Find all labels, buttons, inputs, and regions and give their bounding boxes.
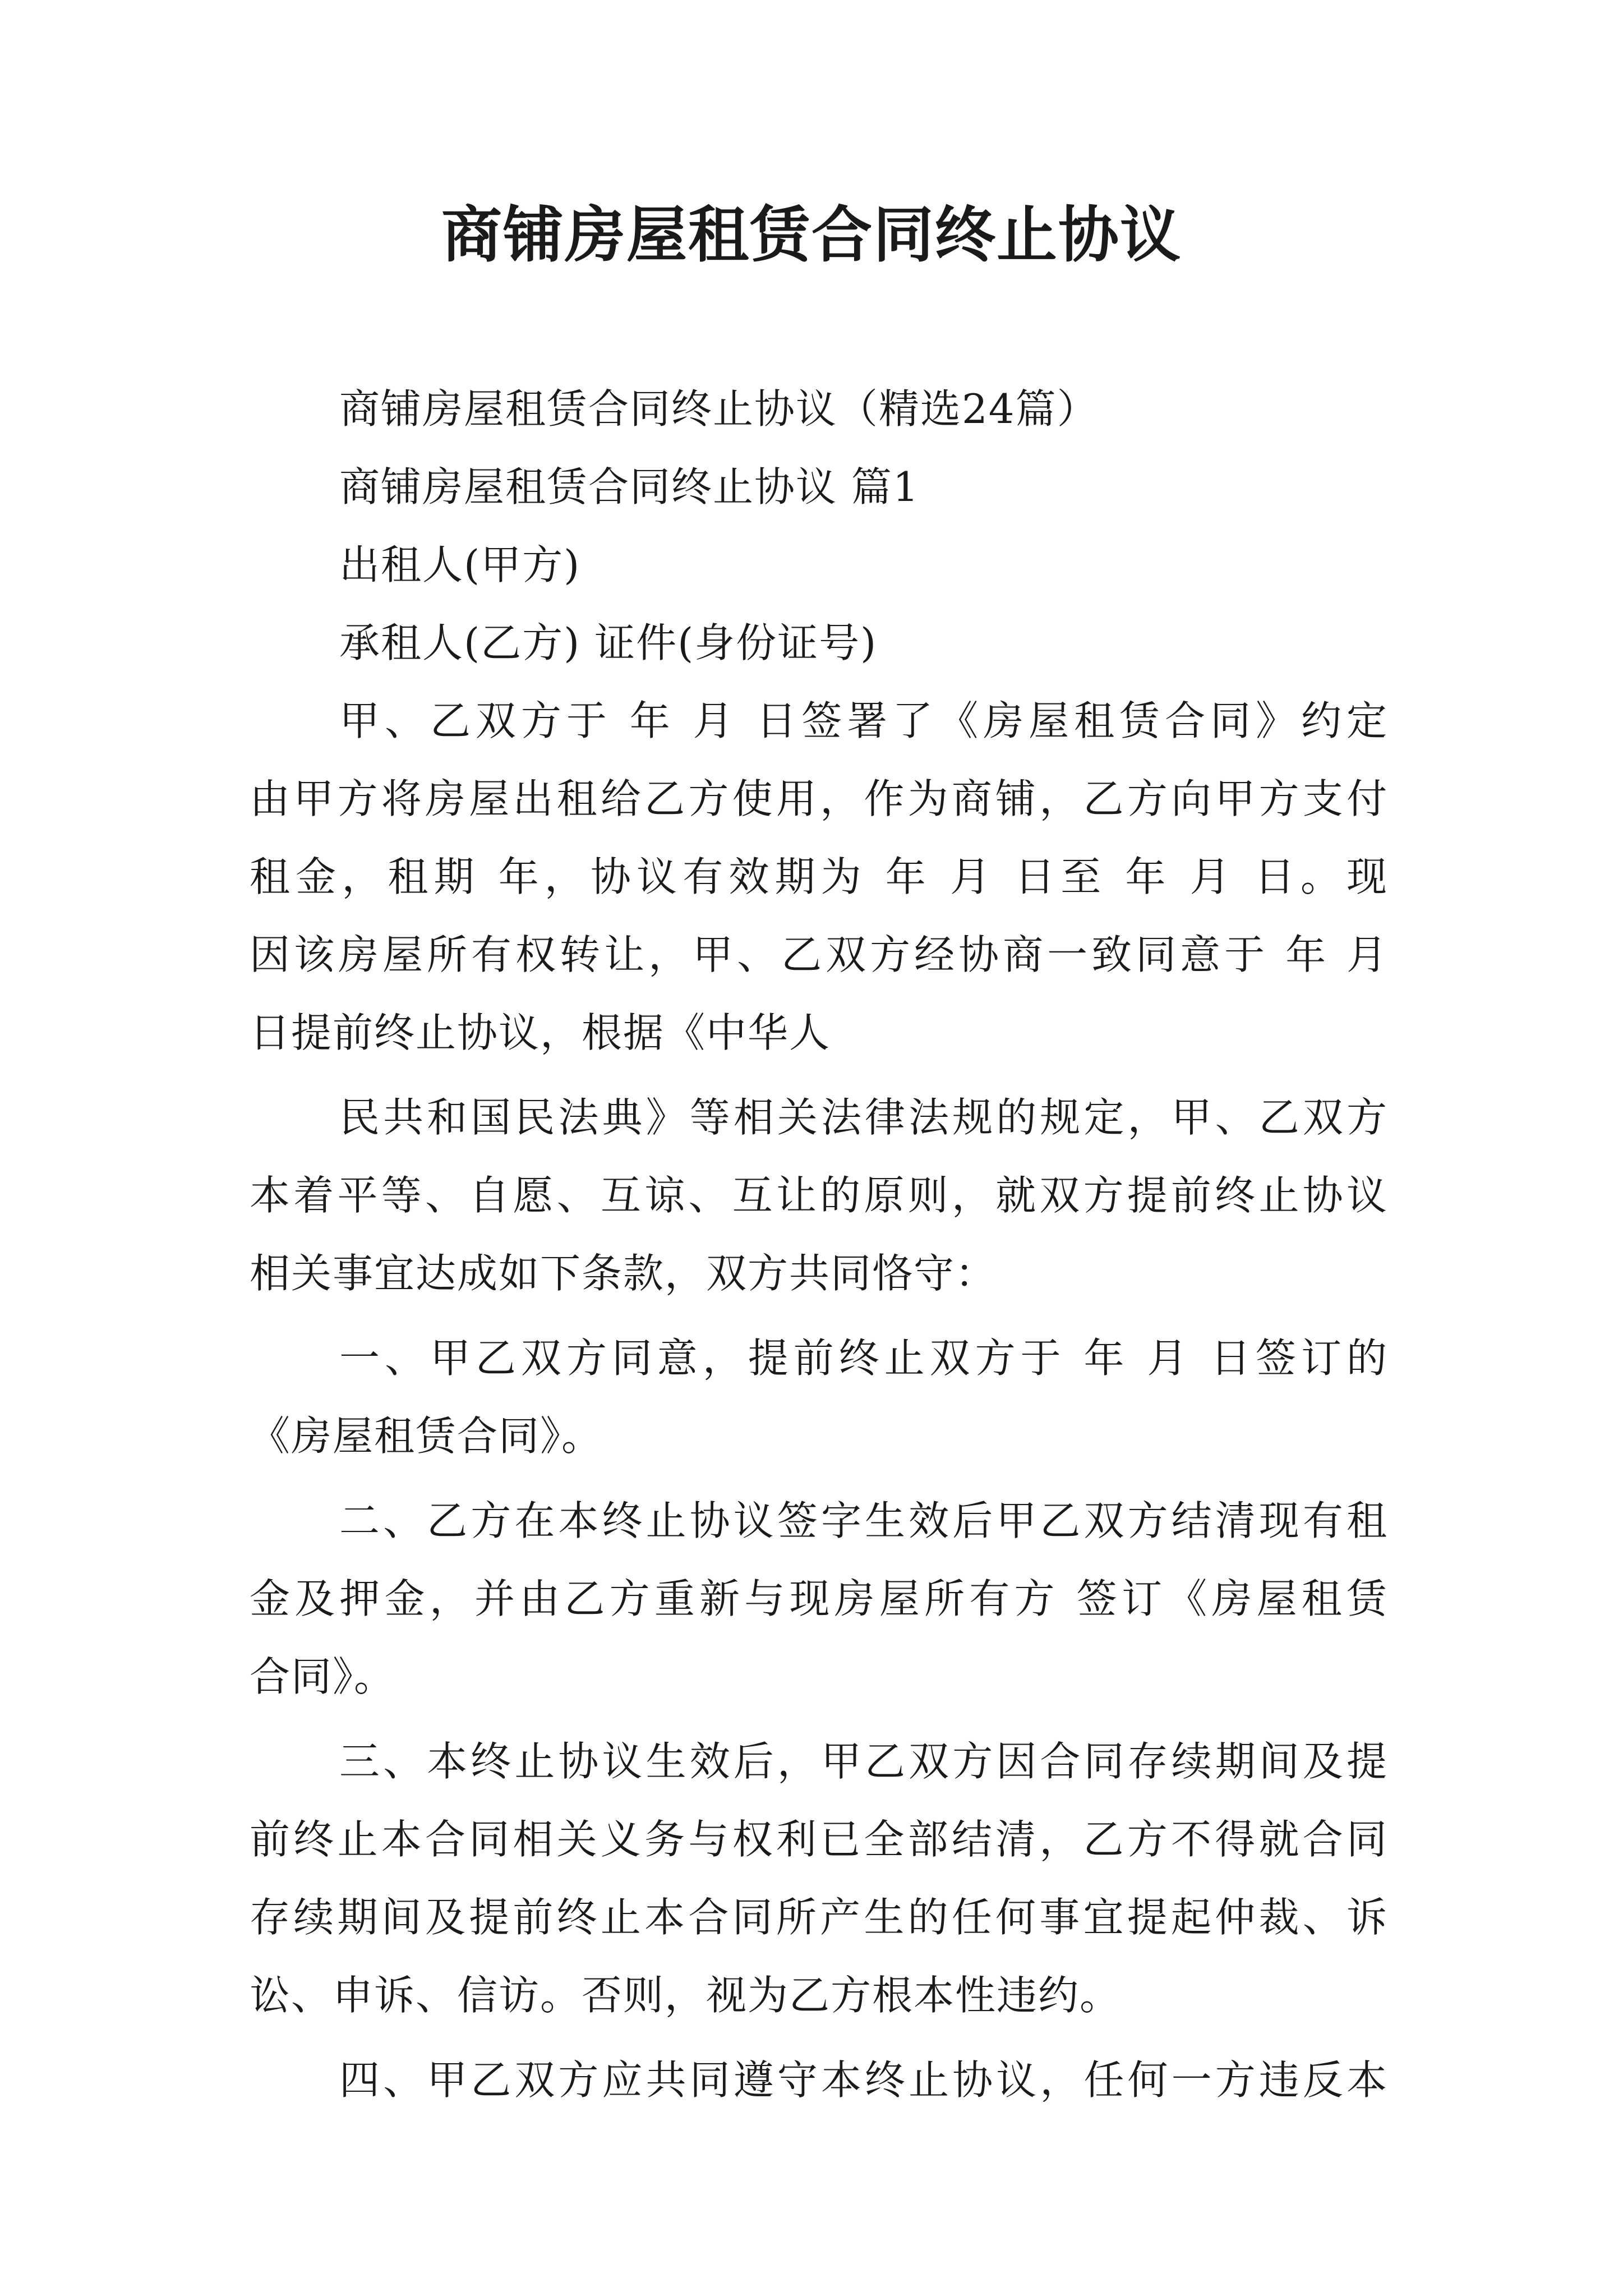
clause-3-line: 讼、申诉、信访。否则，视为乙方根本性违约。 [250, 1972, 1122, 2019]
body-line-section-heading: 商铺房屋租赁合同终止协议 篇1 [339, 463, 920, 510]
clause-3-line: 三、本终止协议生效后，甲乙双方因合同存续期间及提 [339, 1738, 1388, 1785]
body-line: 日提前终止协议，根据《中华人 [250, 1009, 831, 1056]
clause-2-line: 合同》。 [250, 1653, 396, 1700]
body-line: 本着平等、自愿、互谅、互让的原则，就双方提前终止协议 [250, 1172, 1388, 1219]
body-line: 租金，租期 年，协议有效期为 年 月 日至 年 月 日。现 [250, 853, 1388, 900]
body-line-lessee: 承租人(乙方) 证件(身份证号) [339, 619, 878, 666]
clause-3-line: 存续期间及提前终止本合同所产生的任何事宜提起仲裁、诉 [250, 1894, 1388, 1941]
clause-3-line: 前终止本合同相关义务与权利已全部结清，乙方不得就合同 [250, 1816, 1388, 1863]
clause-2-line: 金及押金，并由乙方重新与现房屋所有方 签订《房屋租赁 [250, 1575, 1388, 1622]
body-line: 甲、乙双方于 年 月 日签署了《房屋租赁合同》约定 [339, 697, 1388, 744]
body-line: 因该房屋所有权转让，甲、乙双方经协商一致同意于 年 月 [250, 931, 1388, 978]
clause-2-line: 二、乙方在本终止协议签字生效后甲乙双方结清现有租 [339, 1497, 1388, 1544]
body-line-subtitle: 商铺房屋租赁合同终止协议（精选24篇） [339, 385, 1099, 432]
body-line: 民共和国民法典》等相关法律法规的规定，甲、乙双方 [339, 1094, 1388, 1141]
body-line: 相关事宜达成如下条款，双方共同恪守： [250, 1250, 997, 1297]
clause-4-line: 四、甲乙双方应共同遵守本终止协议，任何一方违反本 [339, 2056, 1388, 2104]
body-line-lessor: 出租人(甲方) [339, 541, 581, 588]
document-body [250, 370, 1388, 2119]
body-line: 由甲方将房屋出租给乙方使用，作为商铺，乙方向甲方支付 [250, 775, 1388, 822]
clause-1-line: 一、甲乙双方同意，提前终止双方于 年 月 日签订的 [339, 1335, 1388, 1382]
clause-1-line: 《房屋租赁合同》。 [250, 1412, 603, 1460]
document-title: 商铺房屋租赁合同终止协议 [441, 200, 1182, 270]
